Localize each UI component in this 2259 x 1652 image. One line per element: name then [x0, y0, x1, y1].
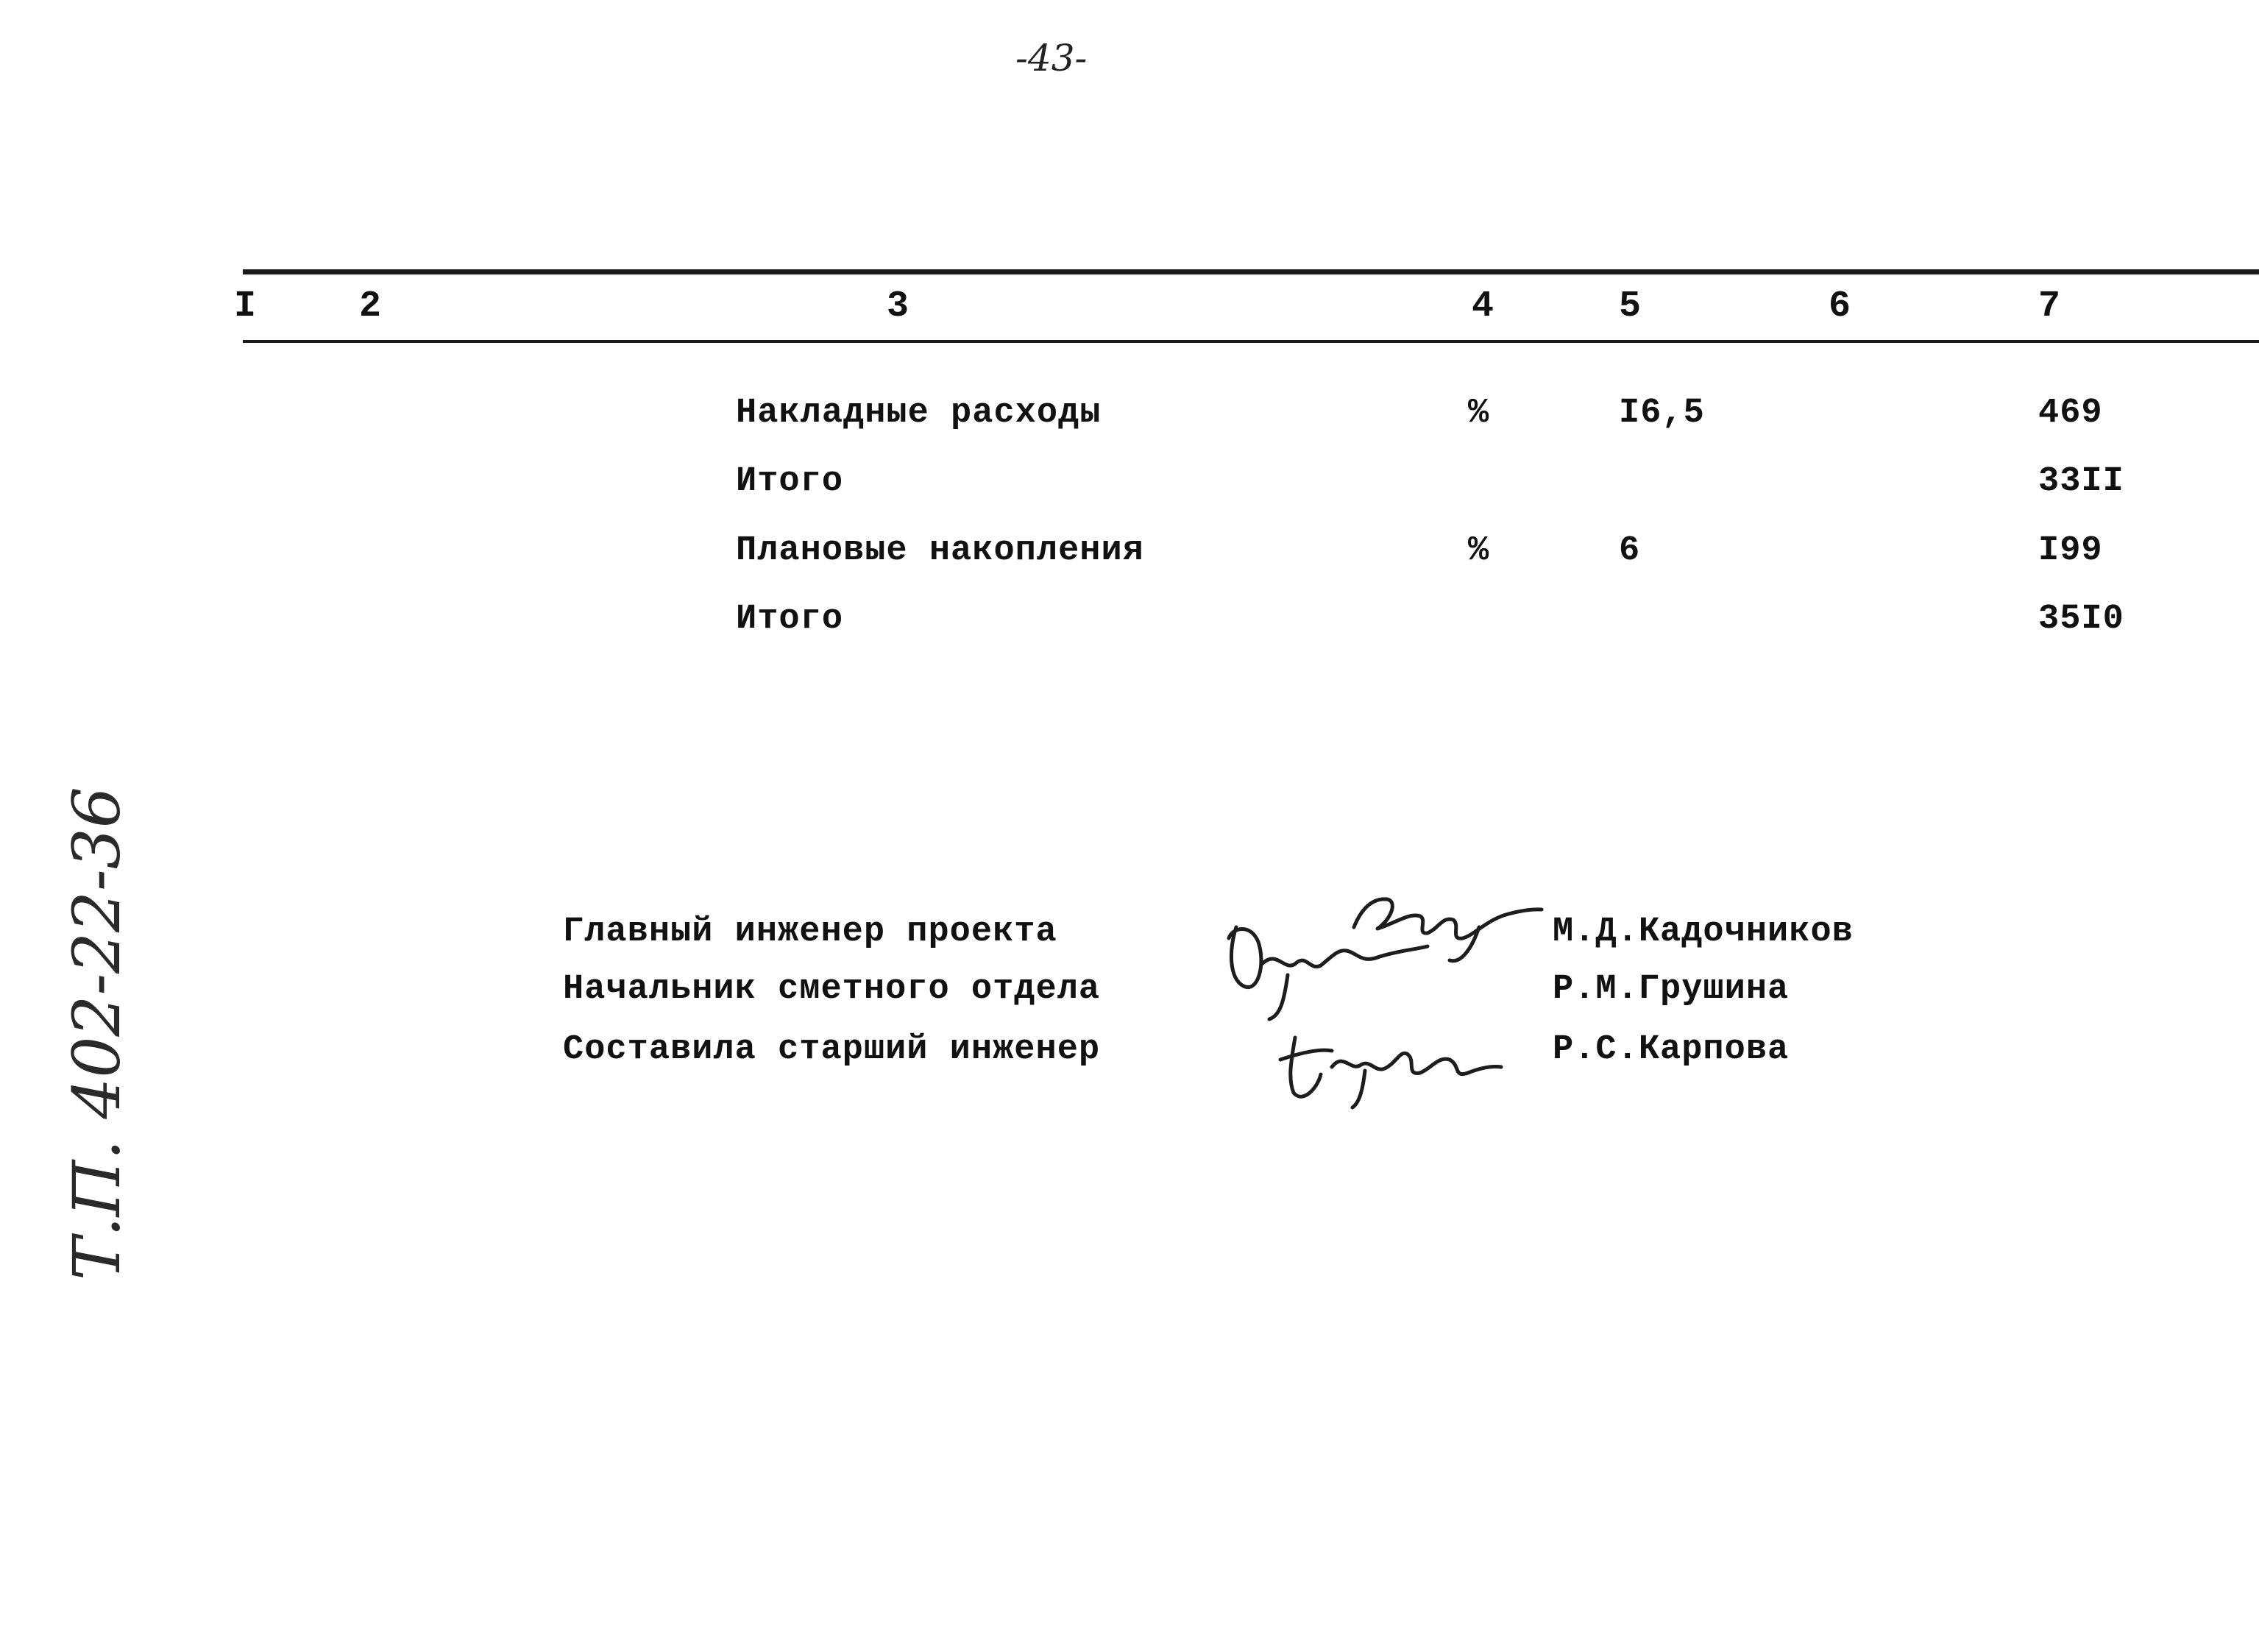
row-name: Накладные расходы [736, 394, 1102, 433]
row-unit: % [1468, 394, 1490, 433]
table-top-rule [243, 269, 2259, 274]
signature-position: Составила старший инженер [563, 1030, 1101, 1069]
row-amount: 33II [2038, 462, 2124, 501]
row-rate: 6 [1619, 531, 1641, 570]
column-header-1: I [234, 286, 257, 327]
signature-position: Начальник сметного отдела [563, 970, 1101, 1009]
handwritten-signatures [1207, 883, 1553, 1111]
row-name: Итого [736, 462, 844, 501]
row-unit: % [1468, 531, 1490, 570]
column-header-4: 4 [1472, 286, 1494, 327]
row-amount: 469 [2038, 394, 2103, 433]
column-header-5: 5 [1619, 286, 1642, 327]
signatory-name: Р.М.Грушина [1553, 970, 1790, 1009]
side-document-code: Т.П. 402-22-36 [59, 787, 135, 1280]
column-header-6: 6 [1829, 286, 1851, 327]
signatory-name: М.Д.Кадочников [1553, 912, 1854, 951]
row-name: Плановые накопления [736, 531, 1144, 570]
row-rate: I6,5 [1619, 394, 1705, 433]
row-name: Итого [736, 600, 844, 639]
signatory-name: Р.С.Карпова [1553, 1030, 1790, 1069]
page-number: -43- [1015, 37, 1088, 79]
signature-position: Главный инженер проекта [563, 912, 1057, 951]
column-header-2: 2 [359, 286, 382, 327]
row-amount: 35I0 [2038, 600, 2124, 639]
column-header-3: 3 [887, 286, 909, 327]
table-header-bottom-rule [243, 340, 2259, 343]
row-amount: I99 [2038, 531, 2103, 570]
column-header-7: 7 [2038, 286, 2061, 327]
